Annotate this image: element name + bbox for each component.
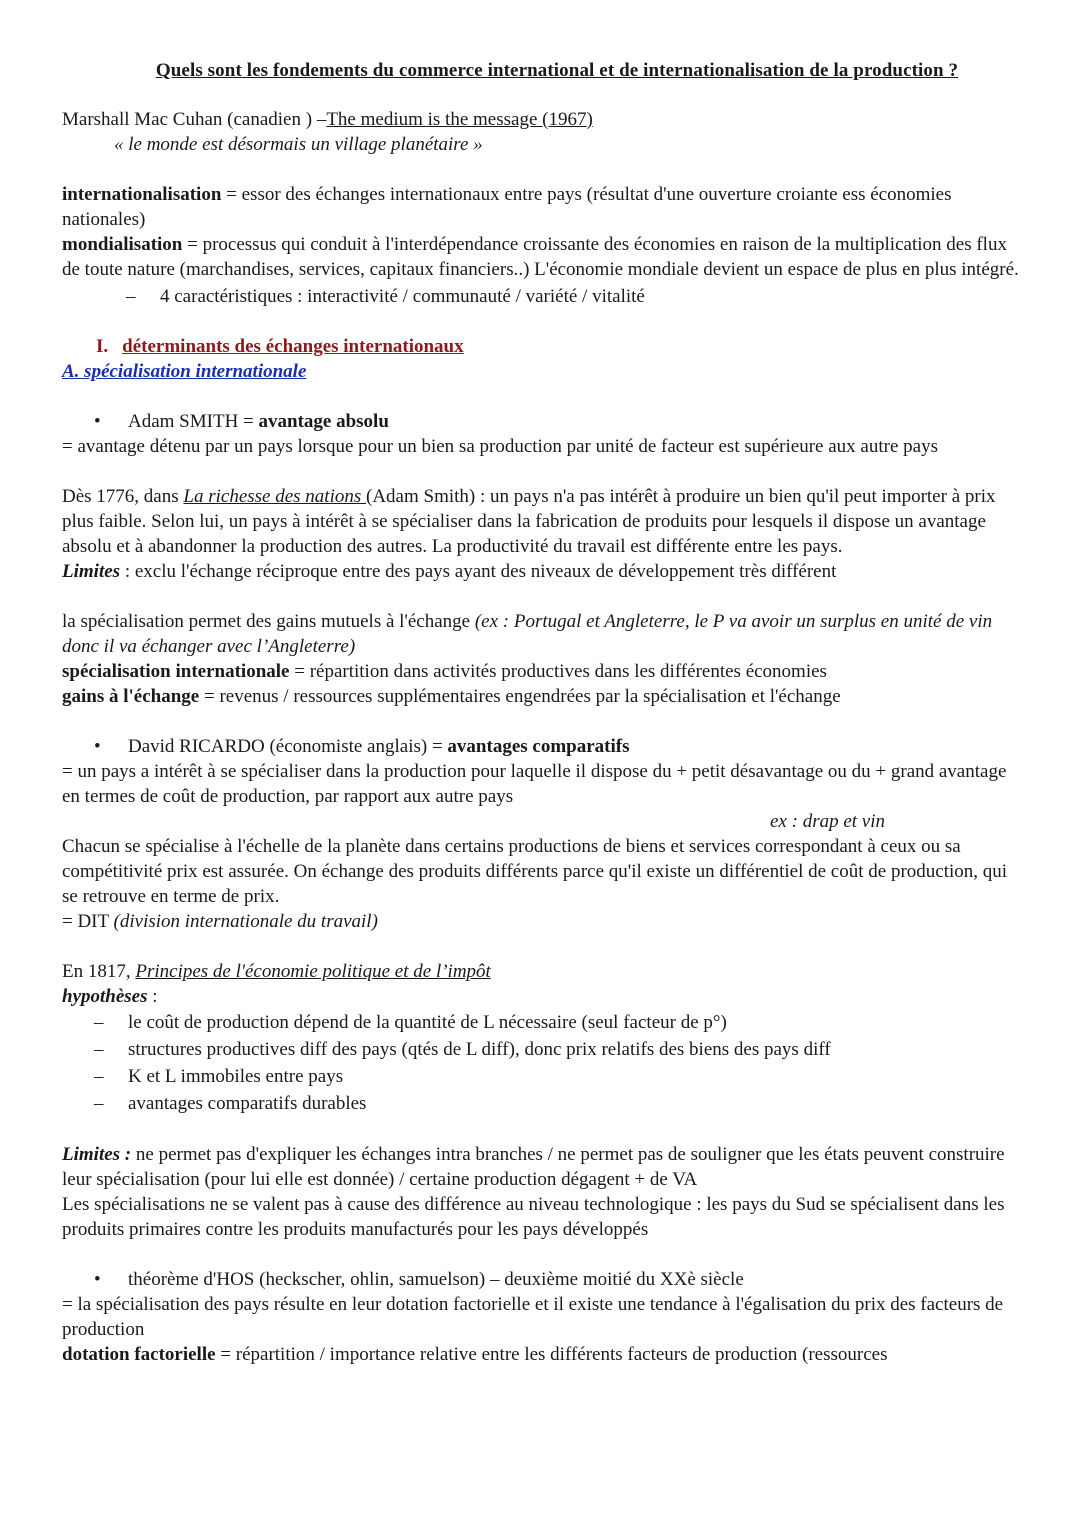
term-specialisation: spécialisation internationale bbox=[62, 661, 290, 682]
definition-specialisation bbox=[62, 659, 1022, 684]
ricardo-example: ex : drap et vin bbox=[770, 811, 886, 832]
smith-concept: avantage absolu bbox=[258, 411, 389, 432]
def-mondialisation: = processus qui conduit à l'interdépendance croissante des économies en raison de la multiplication des flux de toute nature (marchandises, services, capitaux financiers..) L'économie mondiale devient un espace de plus en plus intégré. bbox=[62, 234, 1019, 280]
term-mondialisation: mondialisation bbox=[62, 234, 183, 255]
page-title: Quels sont les fondements du commerce international et de internationalisation de la production ? bbox=[155, 60, 959, 81]
list-item: – le coût de production dépend de la quantité de L nécessaire (seul facteur de p°) bbox=[62, 1009, 1022, 1036]
ricardo-limits-paragraph: Les spécialisations ne se valent pas à cause des différence au niveau technologique : les pays du Sud se spécialisent dans les produits primaires contre les produits manufacturés pour les pays développés bbox=[62, 1194, 1005, 1240]
ricardo-book-title: Principes de l'économie politique et de l’impôt bbox=[135, 961, 491, 982]
ricardo-paragraph: Chacun se spécialise à l'échelle de la planète dans certains productions de biens et services correspondant à ceux ou sa compétitivité prix est assurée. On échange des produits différents parce qu'il existe un différentiel de coût de production, qui se retrouve en terme de prix. bbox=[62, 836, 1008, 907]
gains-paragraph bbox=[62, 609, 1022, 659]
smith-paragraph-start: Dès 1776, dans bbox=[62, 486, 184, 507]
ricardo-year: En 1817, bbox=[62, 961, 136, 982]
smith-limits bbox=[62, 559, 1022, 584]
limits-label: Limites bbox=[62, 561, 121, 582]
limits-text: ne permet pas d'expliquer les échanges intra branches / ne permet pas de souligner que les états peuvent construire leur spécialisation (pour lui elle est donnée) / certaine production dégagent + de VA bbox=[62, 1144, 1005, 1190]
limits-label: Limites : bbox=[62, 1144, 132, 1165]
caracteristiques-list bbox=[62, 284, 1022, 309]
smith-name: Adam SMITH = bbox=[128, 411, 259, 432]
document-page bbox=[62, 58, 1022, 1367]
ricardo-dit bbox=[62, 909, 1022, 934]
def-specialisation: = répartition dans activités productives dans les différentes économies bbox=[289, 661, 827, 682]
bullet-hos: • théorème d'HOS (heckscher, ohlin, samuelson) – deuxième moitié du XXè siècle bbox=[62, 1267, 1022, 1292]
smith-book-title: La richesse des nations bbox=[183, 486, 366, 507]
list-item: – avantages comparatifs durables bbox=[62, 1090, 1022, 1117]
smith-paragraph bbox=[62, 484, 1022, 559]
definition-internationalisation bbox=[62, 182, 1022, 232]
ricardo-name: David RICARDO (économiste anglais) = bbox=[128, 736, 448, 757]
dit-label: = DIT bbox=[62, 911, 114, 932]
term-gains: gains à l'échange bbox=[62, 686, 200, 707]
ricardo-limits bbox=[62, 1142, 1022, 1192]
smith-definition: = avantage détenu par un pays lorsque pour un bien sa production par unité de facteur est supérieure aux autre pays bbox=[62, 436, 938, 457]
def-gains: = revenus / ressources supplémentaires engendrées par la spécialisation et l'échange bbox=[199, 686, 841, 707]
intro-line bbox=[62, 107, 1022, 132]
section-number: I. bbox=[96, 336, 109, 357]
list-item: – K et L immobiles entre pays bbox=[62, 1063, 1022, 1090]
def-dotation: = répartition / importance relative entre les différents facteurs de production (ressources bbox=[215, 1344, 888, 1365]
hypotheses-list bbox=[62, 1009, 1022, 1117]
list-item: – 4 caractéristiques : interactivité / communauté / variété / vitalité bbox=[62, 284, 1022, 309]
bullet-smith bbox=[62, 409, 1022, 434]
term-internationalisation: internationalisation bbox=[62, 184, 222, 205]
limits-text: : exclu l'échange réciproque entre des pays ayant des niveaux de développement très différent bbox=[120, 561, 837, 582]
list-item: – structures productives diff des pays (qtés de L diff), donc prix relatifs des biens des pays diff bbox=[62, 1036, 1022, 1063]
intro-quote: « le monde est désormais un village planétaire » bbox=[114, 134, 483, 155]
smith-paragraph-rest: (Adam Smith) : un pays n'a pas intérêt à produire un bien qu'il peut importer à prix plus faible. Selon lui, un pays à intérêt à se spécialiser dans la fabrication de produits pour lesquels il dispose un avantage absolu et à abandonner la production des autres. La productivité du travail est différente entre les pays. bbox=[62, 486, 996, 557]
definition-gains bbox=[62, 684, 1022, 709]
ricardo-definition: = un pays a intérêt à se spécialiser dans la production pour laquelle il dispose du + petit désavantage ou du + grand avantage en termes de coût de production, par rapport aux autre pays bbox=[62, 761, 1007, 807]
gains-example: (ex : Portugal et Angleterre, le P va avoir un surplus en unité de vin donc il va échanger avec l’Angleterre) bbox=[62, 611, 993, 657]
gains-text: la spécialisation permet des gains mutuels à l'échange bbox=[62, 611, 475, 632]
hypotheses-heading bbox=[62, 984, 1022, 1009]
section-heading-1 bbox=[62, 334, 1022, 359]
term-dotation: dotation factorielle bbox=[62, 1344, 216, 1365]
definition-mondialisation bbox=[62, 232, 1022, 282]
hypotheses-colon: : bbox=[147, 986, 158, 1007]
hypotheses-label: hypothèses bbox=[62, 986, 148, 1007]
intro-book-title: The medium is the message (1967) bbox=[326, 109, 593, 130]
ricardo-concept: avantages comparatifs bbox=[447, 736, 630, 757]
ricardo-book-line bbox=[62, 959, 1022, 984]
definition-dotation bbox=[62, 1342, 1022, 1367]
dit-expansion: (division internationale du travail) bbox=[113, 911, 378, 932]
def-internationalisation: = essor des échanges internationaux entre pays (résultat d'une ouverture croiante ess économies nationales) bbox=[62, 184, 952, 230]
intro-author: Marshall Mac Cuhan (canadien ) – bbox=[62, 109, 327, 130]
subsection-heading-a: A. spécialisation internationale bbox=[62, 361, 307, 382]
hos-definition: = la spécialisation des pays résulte en leur dotation factorielle et il existe une tendance à l'égalisation du prix des facteurs de production bbox=[62, 1294, 1004, 1340]
bullet-ricardo bbox=[62, 734, 1022, 759]
section-title: déterminants des échanges internationaux bbox=[122, 336, 464, 357]
